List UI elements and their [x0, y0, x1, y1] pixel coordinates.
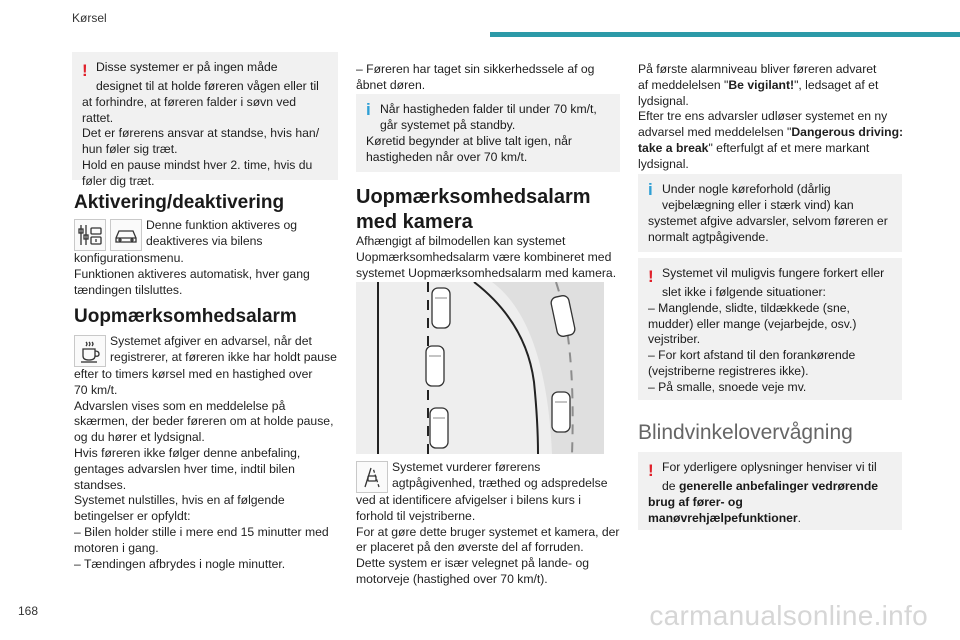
camera-line: agtpågivenhed, træthed og adspredelse: [392, 475, 608, 490]
attention-line: standses.: [74, 477, 127, 492]
camera-intro: [356, 234, 618, 281]
attention-line: Systemet nulstilles, hvis en af følgende: [74, 493, 285, 508]
warning-line: mudder) eller mange (vejarbejde, osv.): [648, 316, 857, 331]
warning-line: Disse systemer er på ingen måde: [96, 60, 278, 74]
attention-line: – Tændingen afbrydes i nogle minutter.: [74, 556, 286, 571]
warning-icon: !: [648, 461, 654, 480]
car-icon: [110, 219, 142, 251]
message-be-vigilant: Be vigilant!: [728, 77, 795, 92]
info-line: går systemet på standby.: [380, 118, 516, 132]
attention-line: gentages advarslen hver time, indtil bilen: [74, 461, 295, 476]
attention-line: – Bilen holder stille i mere end 15 minutter med: [74, 524, 329, 539]
blind-spot-line: For yderligere oplysninger henviser vi til: [662, 460, 877, 474]
warning-line: føler dig træt.: [82, 173, 155, 188]
warning-line: (vejstriberne registreres ikke).: [648, 363, 809, 378]
alarm-line: advarsel med meddelelsen "Dangerous driving:: [638, 125, 904, 140]
activation-line: deaktiveres via bilens: [146, 233, 263, 248]
warning-box-malfunction: [638, 258, 902, 400]
activation-line: konfigurationsmenu.: [74, 251, 184, 265]
warning-line: Systemet vil muligvis fungere forkert eller: [662, 266, 885, 280]
camera-line: forhold til vejstriberne.: [356, 508, 476, 523]
camera-line: er placeret på den øverste del af forruden.: [356, 540, 584, 555]
info-line: hastigheden når over 70 km/t.: [366, 149, 528, 164]
camera-line: motorveje (hastighed over 70 km/t).: [356, 571, 548, 586]
attention-line: motoren i gang.: [74, 540, 159, 555]
alarm-line: Efter tre ens advarsler udløser systemet en ny: [638, 109, 888, 124]
attention-line: skærmen, der beder føreren om at holde pause,: [74, 414, 334, 429]
alarm-line: take a break" efterfulgt af et mere markant: [638, 140, 870, 155]
warning-line: designet til at holde føreren vågen eller til: [96, 79, 319, 93]
condition-line: – Føreren har taget sin sikkerhedssele af og: [356, 62, 595, 76]
info-line: Under nogle køreforhold (dårlig: [662, 182, 831, 196]
alarm-line: af meddelelsen "Be vigilant!", ledsaget af et: [638, 77, 879, 92]
info-line: vejbelægning eller i stærk vind) kan: [662, 198, 854, 212]
camera-line: Dette system er især velegnet på lande- og: [356, 556, 590, 571]
info-icon: i: [366, 100, 371, 119]
info-line: normalt agtpågivende.: [648, 229, 769, 244]
attention-line: betingelser er opfyldt:: [74, 509, 191, 524]
info-box-conditions: [638, 174, 902, 252]
lane-drift-illustration: [356, 282, 604, 454]
blind-spot-line: de generelle anbefalinger vedrørende: [662, 479, 879, 493]
chapter-title: Kørsel: [72, 11, 107, 25]
activation-text: [74, 218, 340, 298]
activation-line: tændingen tilsluttes.: [74, 282, 183, 297]
warning-icon: !: [648, 267, 654, 286]
warning-line: hun føler sig træt.: [82, 142, 178, 157]
attention-line: Systemet afgiver en advarsel, når det: [110, 334, 312, 348]
heading-line: Uopmærksomhedsalarm: [356, 186, 591, 208]
seatbelt-condition: [356, 62, 616, 94]
heading-line: med kamera: [356, 211, 473, 233]
info-icon: i: [648, 180, 653, 199]
warning-line: – Manglende, slidte, tildækkede (sne,: [648, 300, 850, 315]
info-line: systemet afgive advarsler, selvom føreren er: [648, 213, 888, 228]
warning-line: – For kort afstand til den forankørende: [648, 348, 856, 363]
warning-line: Hold en pause mindst hver 2. time, hvis du: [82, 157, 313, 172]
lane-camera-icon: [356, 461, 388, 493]
section-heading-activation: Aktivering/deaktivering: [74, 192, 285, 213]
camera-description: [356, 460, 622, 588]
driving-aids-icon: [74, 219, 106, 251]
camera-intro-line: Afhængigt af bilmodellen kan systemet: [356, 234, 566, 248]
attention-line: Advarslen vises som en meddelelse på: [74, 398, 286, 413]
camera-line: Systemet vurderer førerens: [392, 460, 541, 474]
camera-intro-line: Uopmærksomhedsalarm være kombineret med: [356, 249, 612, 264]
section-heading-blind-spot: Blindvinkelovervågning: [638, 421, 853, 444]
info-line: Køretid begynder at blive talt igen, når: [366, 133, 572, 148]
info-box-standby: [356, 94, 620, 172]
header-accent-bar: [490, 32, 960, 37]
warning-box: [72, 52, 338, 188]
alarm-levels-text: [638, 62, 908, 173]
warning-box-blind-spot: [638, 452, 902, 530]
alarm-line: lydsignal.: [638, 156, 689, 171]
section-heading-attention-alarm: Uopmærksomhedsalarm: [74, 306, 297, 327]
blind-spot-line: manøvrehjælpefunktioner.: [648, 510, 802, 525]
camera-line: For at gøre dette bruger systemet et kamera, der: [356, 524, 620, 539]
camera-line: ved at identificere afvigelser i bilens kurs i: [356, 493, 581, 507]
section-heading-camera: [356, 185, 591, 235]
attention-line: Hvis føreren ikke følger denne anbefaling,: [74, 445, 301, 460]
watermark: carmanualsonline.info: [649, 600, 928, 631]
warning-line: Det er førerens ansvar at standse, hvis han/: [82, 126, 320, 141]
coffee-cup-icon: [74, 335, 106, 367]
message-take-a-break: take a break: [638, 140, 709, 155]
attention-line: 70 km/t.: [74, 382, 118, 397]
page-number: 168: [18, 604, 39, 618]
condition-line: åbnet døren.: [356, 77, 426, 92]
alarm-line: lydsignal.: [638, 93, 689, 108]
attention-line: efter to timers kørsel med en hastighed over: [74, 367, 313, 381]
activation-line: Funktionen aktiveres automatisk, hver gang: [74, 266, 310, 281]
warning-icon: !: [82, 61, 88, 80]
activation-line: Denne funktion aktiveres og: [146, 218, 298, 232]
attention-alarm-text: [74, 334, 344, 572]
reference-link-text: generelle anbefalinger vedrørende: [678, 479, 879, 493]
attention-line: og du hører et lydsignal.: [74, 430, 205, 445]
info-line: Når hastigheden falder til under 70 km/t,: [380, 102, 597, 116]
camera-intro-line: systemet Uopmærksomhedsalarm med kamera.: [356, 265, 617, 280]
alarm-line: På første alarmniveau bliver føreren advaret: [638, 62, 877, 76]
blind-spot-line: brug af fører- og: [648, 494, 743, 509]
warning-line: – På smalle, snoede veje mv.: [648, 379, 807, 394]
warning-line: slet ikke i følgende situationer:: [662, 285, 826, 299]
message-dangerous-driving: Dangerous driving:: [791, 125, 904, 140]
warning-line: vejstriber.: [648, 332, 701, 347]
attention-line: registrerer, at føreren ikke har holdt pause: [110, 349, 337, 364]
warning-line: at forhindre, at føreren falder i søvn ved rattet.: [82, 94, 297, 125]
